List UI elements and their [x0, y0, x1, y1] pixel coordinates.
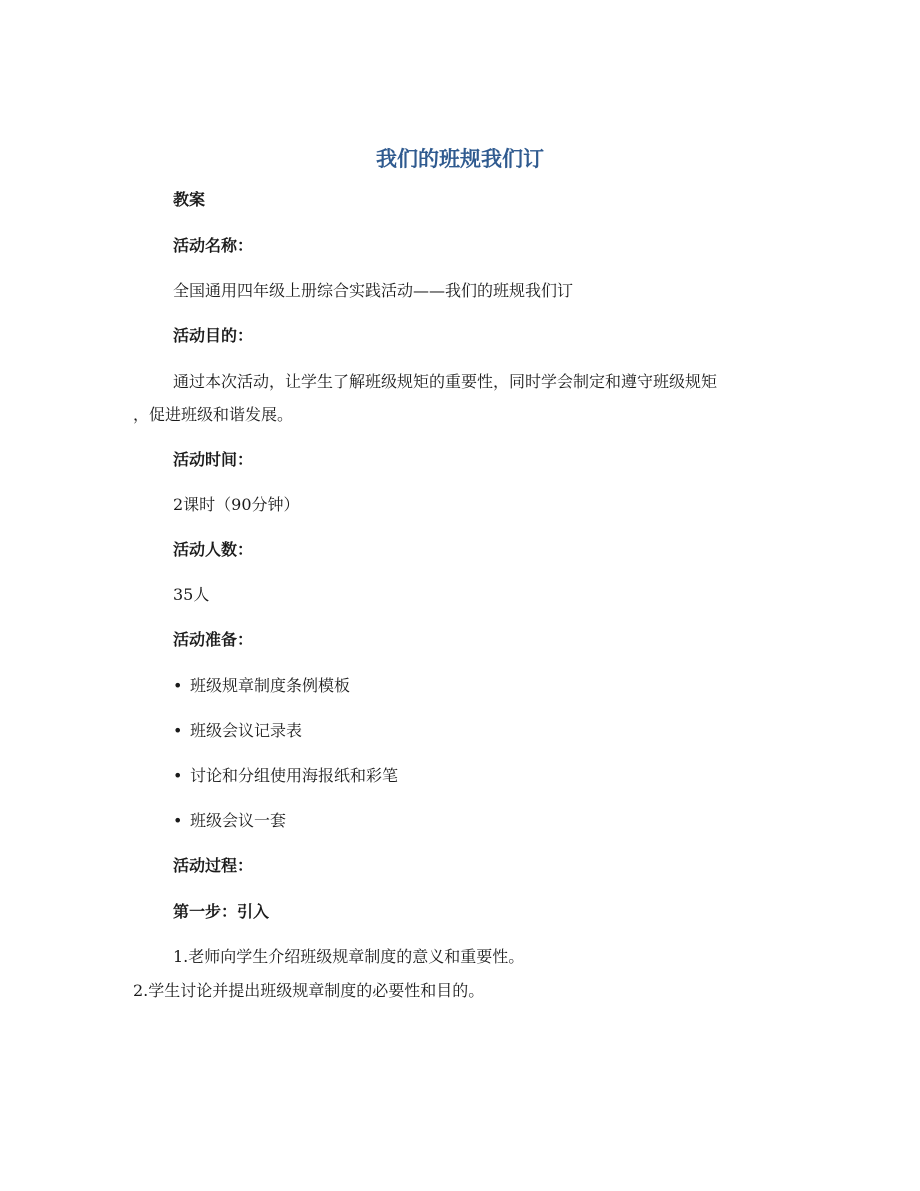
activity-time-heading: 活动时间：	[173, 450, 254, 469]
bullet-icon: •	[173, 766, 183, 785]
step-1-item-1: 1.老师向学生介绍班级规章制度的意义和重要性。	[173, 947, 525, 966]
bullet-icon: •	[173, 676, 183, 695]
prep-item-text: 讨论和分组使用海报纸和彩笔	[190, 766, 399, 785]
prep-list-item	[173, 764, 398, 788]
prep-item-text: 班级会议记录表	[190, 721, 303, 740]
prep-item-text: 班级规章制度条例模板	[190, 676, 351, 695]
activity-purpose-heading: 活动目的：	[173, 326, 254, 345]
bullet-icon: •	[173, 811, 183, 830]
activity-time-value: 2课时（90分钟）	[173, 495, 300, 514]
step-1-heading: 第一步：引入	[173, 902, 270, 921]
document-title: 我们的班规我们订	[376, 147, 544, 171]
activity-process-heading: 活动过程：	[173, 856, 254, 875]
activity-name-value: 全国通用四年级上册综合实践活动——我们的班规我们订	[173, 281, 574, 300]
activity-people-value: 35人	[173, 585, 210, 604]
step-1-item-2: 2.学生讨论并提出班级规章制度的必要性和目的。	[133, 981, 485, 1000]
prep-item-text: 班级会议一套	[190, 811, 287, 830]
activity-people-heading: 活动人数：	[173, 540, 254, 559]
activity-purpose-line-1: 通过本次活动，让学生了解班级规矩的重要性，同时学会制定和遵守班级规矩	[173, 372, 718, 391]
doc-type-label: 教案	[173, 190, 206, 209]
prep-list-item	[173, 809, 286, 833]
prep-list-item	[173, 719, 302, 743]
activity-purpose-line-2: ，促进班级和谐发展。	[133, 405, 294, 424]
activity-name-heading: 活动名称：	[173, 236, 254, 255]
activity-prep-heading: 活动准备：	[173, 630, 254, 649]
prep-list-item	[173, 674, 350, 698]
bullet-icon: •	[173, 721, 183, 740]
